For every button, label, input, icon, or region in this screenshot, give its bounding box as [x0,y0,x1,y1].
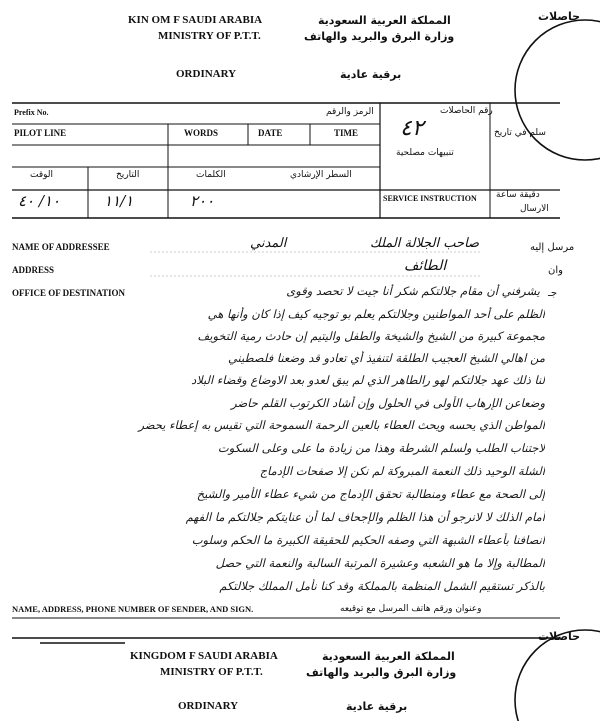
date-label-ar: التاريخ [116,170,140,180]
service-notes-label-ar: تنبيهات مصلحية [396,148,454,158]
words-value: ٢٠٠ [190,192,215,210]
prefix-label-en: Prefix No. [14,108,49,117]
words-label-en: WORDS [184,128,219,138]
footer-ministry-title-en: MINISTRY OF P.T.T. [160,666,263,678]
ordinary-label-ar: برقية عادية [340,68,402,81]
date-value: ١١/١ [104,192,134,210]
hasilat-label: حاصلات [538,10,581,23]
office-label-ar: جـ [548,288,558,299]
sender-label-en: NAME, ADDRESS, PHONE NUMBER OF SENDER, AND SIGN. [12,604,254,614]
time-label-ar: الوقت [30,170,54,180]
addressee-label-en: NAME OF ADDRESSEE [12,242,110,252]
sender-label-ar: وعنوان ورقم هاتف المرسل مع توقيعه [340,604,482,614]
body-line: أمام الذلك لا لانرجو أن هذا الظلم والإجحاف لما أن عنايتكم جلالتكم ما الفهم [185,510,545,524]
footer-ordinary-label-ar: برقية عادية [346,700,408,713]
body-line: من اهالي الشيخ العجيب الطلقة لتنفيذ أي تعادو قد وضعنا فلصطيني [227,351,545,365]
body-line: لاجتناب الطلب ولسلم الشرطة وهذا من زيادة ما على وعلى السكوت [217,441,545,455]
body-line: المطالبة وإلا ما هو الشعبه وعشيرة المرتبة السالبة والنعمة التي حصل [215,556,545,570]
body-line: المواطن الذي يحسه ويحث العطاء بالعين الرحمة السموحة التي تقيس به إعطاء يحضر [138,418,545,432]
date-label-en: DATE [258,128,283,138]
body-line: يشرفني أن مقام جلالتكم شكر أنا جيت لا تحصد وقوى [286,284,540,298]
to-label-ar: مرسل إليه [530,242,575,253]
footer-ordinary-label-en: ORDINARY [178,700,239,712]
addressee-value: المدني [250,236,287,251]
body-line: الظلم على أحد المواطنين وجلالتكم يعلم بو توجيه كيف إذا كان وأنها هي [207,307,545,321]
address-value: الطائف [404,258,447,274]
words-label-ar: الكلمات [196,170,226,180]
addressee-ar-value: صاحب الجلالة الملك [370,236,480,251]
office-of-destination-label-en: OFFICE OF DESTINATION [12,288,126,298]
time-value: ١٠/ ٤٠ [18,192,61,210]
footer-hasilat-label: حاصلات [538,630,581,643]
charges-value: ٤٢ [400,116,424,141]
sent-label-ar: الارسال [520,204,549,214]
time-label-en: TIME [334,128,359,138]
kingdom-title-en: KIN OM F SAUDI ARABIA [128,14,263,26]
body-line: بالذكر تستقيم الشمل المنظمة بالمملكة وقد كنا نأمل المملك جلالتكم [219,579,545,593]
address-label-ar: وان [548,265,563,276]
body-line: لنا ذلك عهد جلالتكم لهو رالطاهر الذي لم يبق لعدو بعد الاوضاع وقضاء البلاد [191,373,545,387]
body-line: وضعاعن الإرهاب الأولى في الحلول وإن أشاد الكرتوب القلم حاضر [231,396,545,410]
footer-kingdom-title-en: KINGDOM F SAUDI ARABIA [130,650,278,662]
ministry-title-en: MINISTRY OF P.T.T. [158,30,261,42]
body-line: الشلة الوحيد ذلك النعمة المبروكة لم نكن إلا صفحات الإدماج [259,464,545,478]
pilot-line-label-ar: السطر الإرشادي [290,170,352,180]
footer-ministry-title-ar: وزارة البرق والبريد والهاتف [306,666,457,679]
minute-hour-label-ar: دقيقة ساعة [496,190,540,200]
body-line: مجموعة كبيرة من الشيخ والشيخة والطفل واليتيم إن حادث رمية التخويف [197,329,545,343]
kingdom-title-ar: المملكة العربية السعودية [318,14,451,27]
received-label-ar: سلم في تاريخ [494,128,546,138]
address-label-en: ADDRESS [12,265,55,275]
body-line: انصافنا بأعطاء الشبهة التي وصفه الحكيم للحقيقة الكبيرة ما الحكم وسلوب [191,533,545,547]
ministry-title-ar: وزارة البرق والبريد والهاتف [304,30,455,43]
service-instruction-label-en: SERVICE INSTRUCTION [383,194,477,203]
pilot-line-label-en: PILOT LINE [14,128,67,138]
charges-label-ar: رقم الحاصلات [440,106,493,116]
prefix-label-ar: الرمز والرقم [326,107,374,117]
ordinary-label-en: ORDINARY [176,68,237,80]
footer-kingdom-title-ar: المملكة العربية السعودية [322,650,455,663]
body-line: إلى الصحة مع عطاء ومنطالبة تحقق الإدماج من شيء عطاء الأمير والشيخ [196,487,545,501]
